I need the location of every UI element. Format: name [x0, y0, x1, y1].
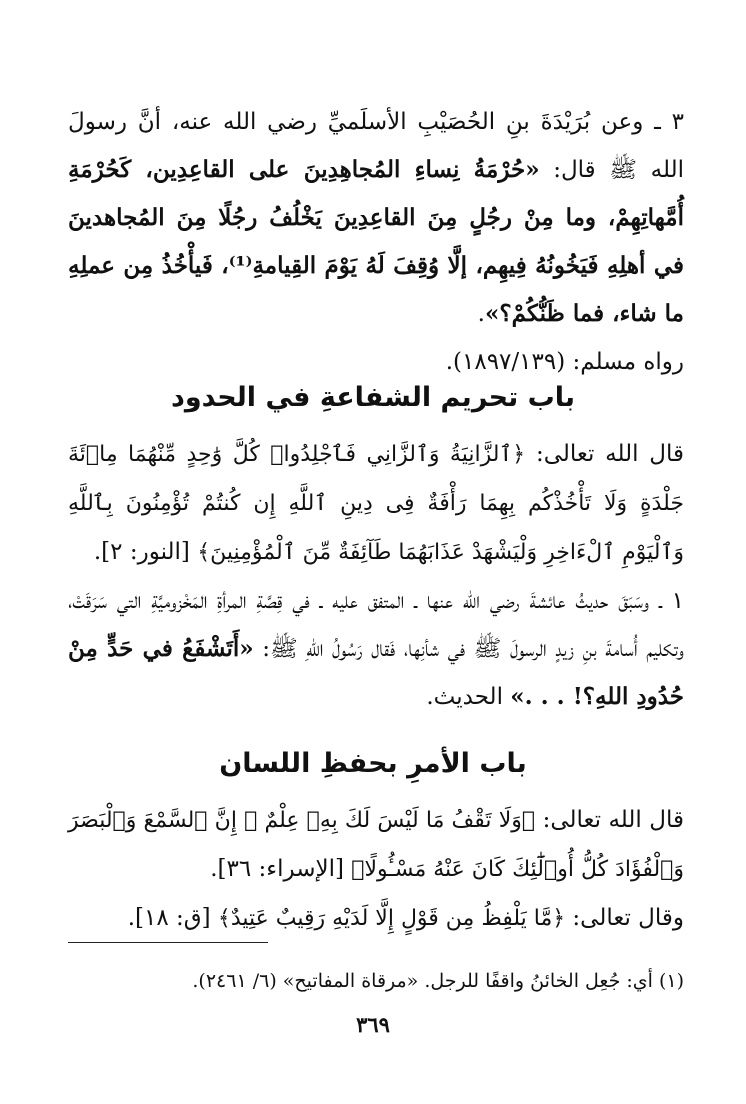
hadith-3-end: .: [477, 301, 485, 327]
hadith-3-intro: ٣ ـ وعن بُرَيْدَةَ بنِ الحُصَيْبِ الأسلَميِّ رضي الله عنه، أنَّ رسولَ الله ﷺ قال:: [68, 109, 684, 183]
verse-isra-intro: قال الله تعالى:: [535, 807, 685, 833]
page-number: ٣٦٩: [356, 1012, 390, 1037]
section-title-hudud: باب تحريم الشفاعةِ في الحدود: [170, 382, 576, 413]
verse-qaf-text: ﴿مَّا يَلْفِظُ مِن قَوْلٍ إِلَّا لَدَيْهِ رَقِيبٌ عَتِيدٌ﴾: [217, 906, 566, 931]
hadith-aisha-quote: «أَتَشْفَعُ في حَدٍّ مِنْ حُدُودِ اللهِ؟! . . .»: [68, 635, 684, 710]
footnote: (١) أي: جُعِل الخائنُ واقفًا للرجل. «مرقاة المفاتيح» (٦/ ٢٤٦١).: [192, 970, 684, 992]
hadith-aisha: [68, 577, 684, 721]
hadith-aisha-end: الحديث.: [426, 684, 511, 710]
verse-qaf-ref: [ق: ١٨].: [127, 905, 218, 931]
verse-qaf: [68, 894, 684, 943]
section-title-tongue: باب الأمرِ بحفظِ اللسان: [219, 748, 527, 779]
footnote-divider: [68, 942, 268, 943]
hadith-aisha-text: ١ ـ وسَبَقَ حديثُ عائشةَ رضي الله عنها ـ المتفق عليه ـ في قِصَّةِ المرأةِ المَخْزوميَّةِ التي سَرَقَتْ، وتكليم أُسامةَ بنِ زيدٍ الرسولَ ﷺ في شأنِها، فَقال رَسُولُ اللهِ ﷺ:: [68, 588, 684, 662]
section-tongue-body: [68, 796, 684, 943]
section-hudud-body: [68, 430, 684, 721]
hadith-3: [68, 98, 684, 386]
hadith-3-paragraph: [68, 98, 684, 338]
verse-isra-ref: [الإسراء: ٣٦].: [210, 856, 352, 882]
verse-isra-text: ﴿وَلَا تَقْفُ مَا لَيْسَ لَكَ بِهِۦ عِلْمٌ ۚ إِنَّ ٱلسَّمْعَ وَٱلْبَصَرَ وَٱلْفُؤَادَ كُلُّ أُو۟لَٰٓئِكَ كَانَ عَنْهُ مَسْـُٔولًا﴾: [68, 808, 684, 882]
verse-nur-intro: قال الله تعالى:: [525, 441, 684, 467]
hadith-3-source: رواه مسلم: (١٨٩٧/١٣٩).: [445, 349, 684, 375]
verse-qaf-intro: وقال تعالى:: [565, 905, 684, 931]
verse-nur: [68, 430, 684, 577]
hadith-3-text: «حُرْمَةُ نِساءِ المُجاهِدِينَ على القاعِدِين، كَحُرْمَةِ أُمَّهاتِهِمْ، وما مِنْ رجُلٍ مِنَ القاعِدِينَ يَخْلُفُ رجُلًا مِنَ المُجاهدينَ في أهلِهِ فَيَخُونُهُ فِيهِم، إلَّا وُقِفَ لَهُ يَوْمَ القِيامةِ⁽¹⁾، فَيأْخُذُ مِن عملِهِ ما شاء، فما ظَنُّكُمْ؟»: [68, 156, 684, 327]
verse-nur-text: ﴿ٱلزَّانِيَةُ وَٱلزَّانِي فَٱجْلِدُوا۟ كُلَّ وَٰحِدٍ مِّنْهُمَا مِا۟ئَةَ جَلْدَةٍ وَلَا تَأْخُذْكُم بِهِمَا رَأْفَةٌ فِى دِينِ ٱللَّهِ إِن كُنتُمْ تُؤْمِنُونَ بِٱللَّهِ وَٱلْيَوْمِ ٱلْءَاخِرِ وَلْيَشْهَدْ عَذَابَهُمَا طَآئِفَةٌ مِّنَ ٱلْمُؤْمِنِينَ﴾: [68, 442, 684, 565]
verse-isra: [68, 796, 684, 894]
verse-nur-ref: [النور: ٢].: [93, 539, 198, 565]
